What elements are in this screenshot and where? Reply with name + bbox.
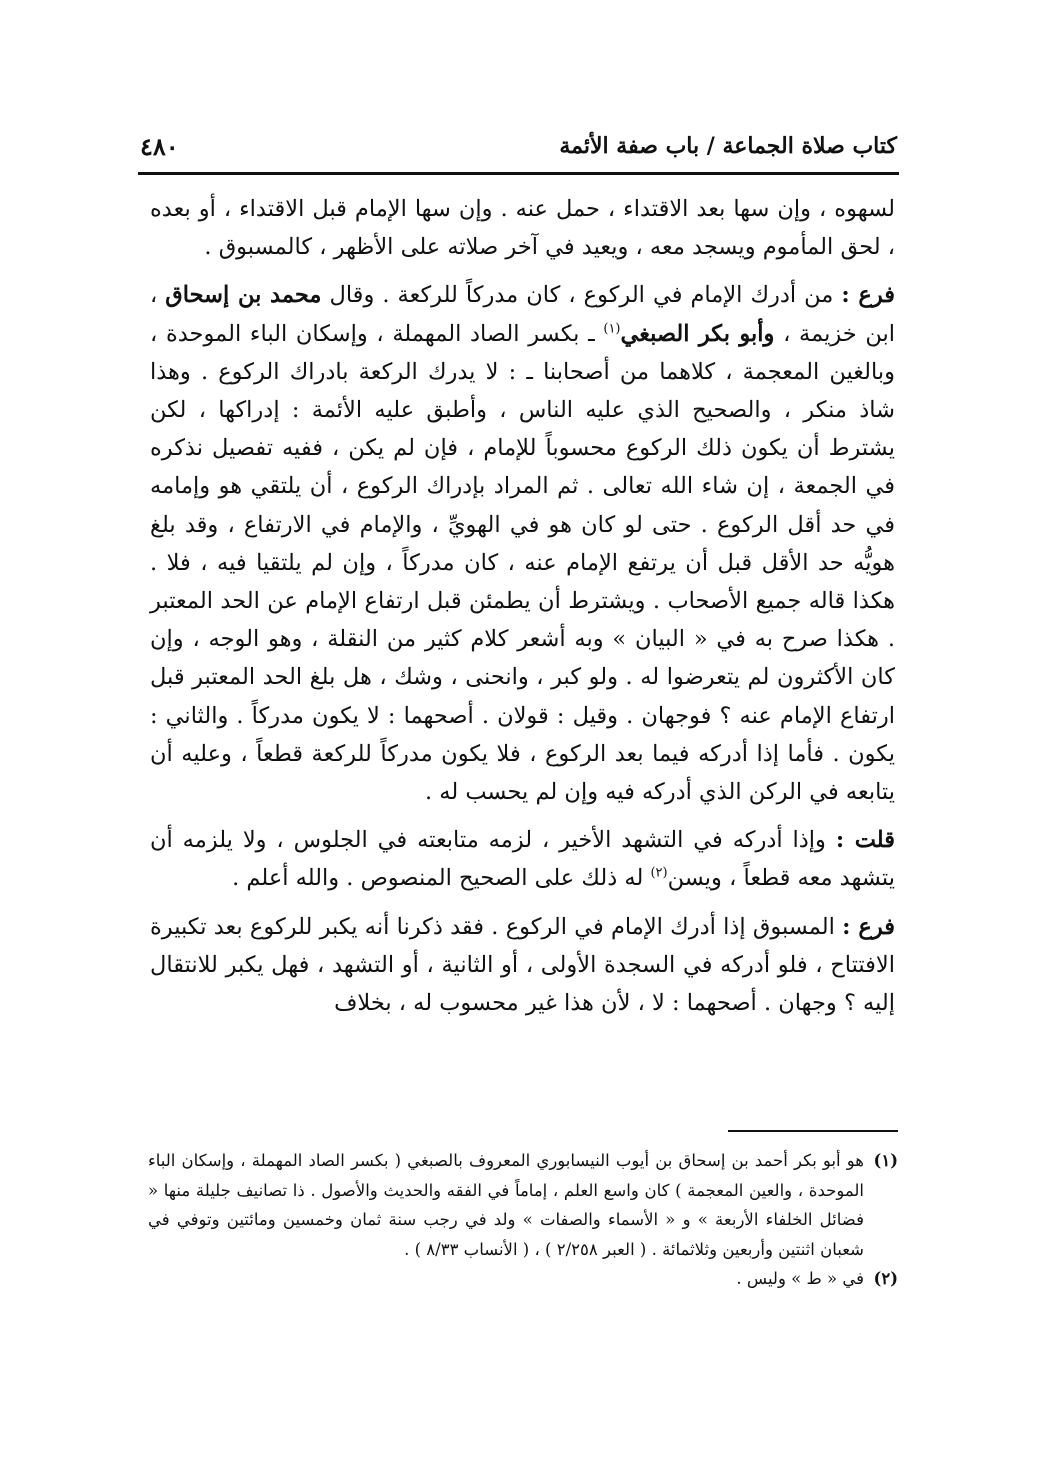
paragraph-3-lead: قلت : xyxy=(835,827,896,854)
paragraph-2-text-3: ـ بكسر الصاد المهملة ، وإسكان الباء الموحدة ، وبالغين المعجمة ، كلاهما من أصحابنا ـ : لا يدرك الركعة بادراك الركوع . وهذا شاذ منكر ، والصحيح الذي عليه الناس ، وأطبق عليه الأئمة : إدراكها ، لكن يشترط أن يكون ذلك الركوع محسوباً للإمام ، فإن لم يكن ، ففيه تفصيل نذكره في الجمعة ، إن شاء الله تعالى . ثم المراد بإدراك الركوع ، أن يلتقي هو وإمامه في حد أقل الركوع . حتى لو كان هو في الهويِّ ، والإمام في الارتفاع ، وقد بلغ هويُّه حد الأقل قبل أن يرتفع الإمام عنه ، كان مدركاً ، وإن لم يلتقيا فيه ، فلا . هكذا قاله جميع الأصحاب . ويشترط أن يطمئن قبل ارتفاع الإمام عن الحد المعتبر . هكذا صرح به في « البيان » وبه أشعر كلام كثير من النقلة ، وهو الوجه ، وإن كان الأكثرون لم يتعرضوا له . ولو كبر ، وانحنى ، وشك ، هل بلغ الحد المعتبر قبل ارتفاع الإمام عنه ؟ فوجهان . وقيل : قولان . أصحهما : لا يكون مدركاً . والثاني : يكون . فأما إذا أدركه فيما بعد الركوع ، فلا يكون مدركاً للركعة قطعاً ، وعليه أن يتابعه في الركن الذي أدركه فيه وإن لم يحسب له . xyxy=(150,320,895,806)
paragraph-1-text: لسهوه ، وإن سها بعد الاقتداء ، حمل عنه . وإن سها الإمام قبل الاقتداء ، أو بعده ، لحق المأموم ويسجد معه ، ويعيد في آخر صلاته على الأظهر ، كالمسبوق . xyxy=(150,196,895,261)
header-title: كتاب صلاة الجماعة / باب صفة الأئمة xyxy=(559,133,897,159)
header-divider xyxy=(138,172,899,175)
paragraph-2-lead: فرع : xyxy=(841,282,895,309)
footnote-1-number: (١) xyxy=(873,1151,898,1170)
main-text xyxy=(150,190,895,1022)
footnote-ref-2: (٢) xyxy=(650,865,668,881)
footnote-2 xyxy=(148,1264,898,1294)
paragraph-2 xyxy=(150,276,895,811)
paragraph-3-text-2: له ذلك على الصحيح المنصوص . والله أعلم . xyxy=(232,865,651,892)
paragraph-1 xyxy=(150,190,895,266)
footnote-2-number: (٢) xyxy=(873,1269,898,1288)
name-abu-bakr-al-sibghi: وأبو بكر الصبغي xyxy=(620,320,775,347)
name-muhammad-ibn-ishaq: محمد بن إسحاق xyxy=(165,282,322,309)
running-header xyxy=(140,126,897,166)
page-number: ٤٨٠ xyxy=(140,131,179,161)
paragraph-2-text-1: من أدرك الإمام في الركوع ، كان مدركاً للركعة . وقال xyxy=(321,282,842,309)
footnote-divider xyxy=(728,1130,898,1132)
paragraph-4-text-1: المسبوق إذا أدرك الإمام في الركوع . فقد ذكرنا أنه يكبر للركوع بعد تكبيرة الافتتاح ، فلو أدركه في السجدة الأولى ، أو الثانية ، أو التشهد ، فهل يكبر للانتقال إليه ؟ وجهان . أصحهما : لا ، لأن هذا غير محسوب له ، بخلاف xyxy=(150,913,895,1017)
footnote-2-text: في « ط » وليس . xyxy=(736,1269,864,1288)
paragraph-4 xyxy=(150,908,895,1023)
paragraph-4-lead: فرع : xyxy=(842,913,896,940)
footnote-1 xyxy=(148,1146,898,1264)
footnote-ref-1: (١) xyxy=(603,321,621,337)
footnotes xyxy=(148,1146,898,1294)
footnote-1-text: هو أبو بكر أحمد بن إسحاق بن أيوب النيسابوري المعروف بالصبغي ( بكسر الصاد المهملة ، وإسكان الباء الموحدة ، والعين المعجمة ) كان واسع العلم ، إماماً في الفقه والحديث والأصول . ذا تصانيف جليلة منها « فضائل الخلفاء الأربعة » و « الأسماء والصفات » ولد في رجب سنة ثمان وخمسين ومائتين وتوفي في شعبان اثنتين وأربعين وثلاثمائة . ( العبر ٢/٢٥٨ ) ، ( الأنساب ٨/٣٣ ) . xyxy=(148,1151,864,1259)
paragraph-3 xyxy=(150,821,895,897)
paragraph-3-text-1: وإذا أدركه في التشهد الأخير ، لزمه متابعته في الجلوس ، ولا يلزمه أن يتشهد معه قطعاً ، ويسن xyxy=(150,827,895,892)
paragraph-2-text-2: ، ابن خزيمة ، xyxy=(150,282,896,347)
